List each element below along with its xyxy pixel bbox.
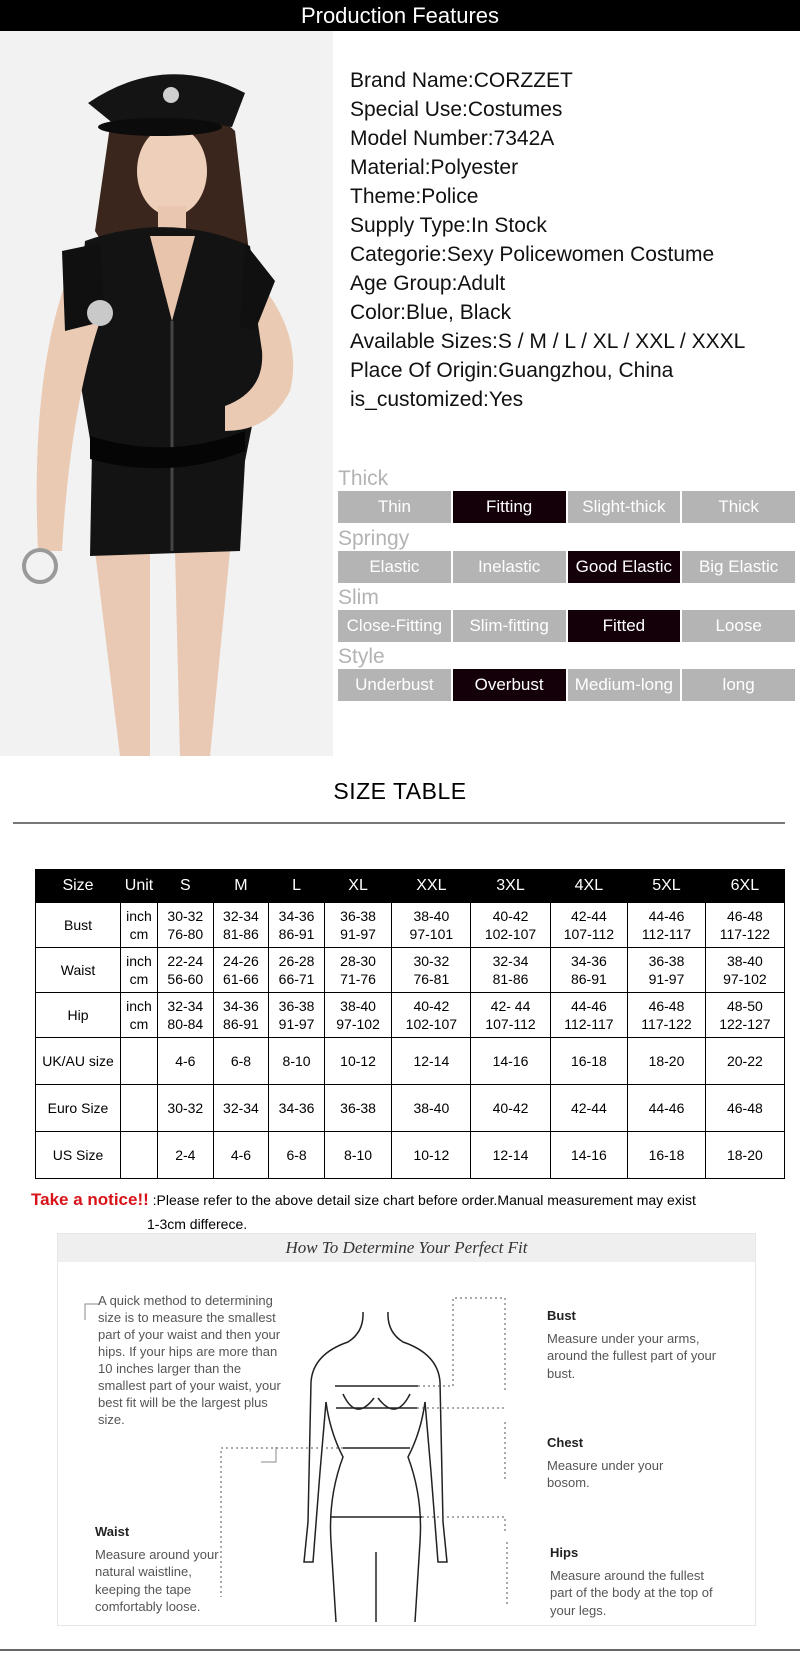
size-value: 97-102 [336,1016,380,1032]
fit-waist-text: Measure around your natural waistline, keeping the tape comfortably loose. [95,1546,219,1614]
table-row [36,903,785,948]
option-underbust: Underbust [338,669,451,701]
size-cell [269,1085,325,1132]
size-value: 16-18 [648,1147,685,1163]
size-value: 28-30 [340,953,376,969]
size-cell [550,1085,628,1132]
feature-supply-type: Supply Type:In Stock [350,214,547,237]
notice-text-continued: 1-3cm differece. [147,1216,248,1232]
size-cell [158,1085,214,1132]
fit-chest-text: Measure under your bosom. [547,1457,664,1490]
size-value: 102-107 [405,1016,458,1032]
size-value: 44-46 [648,908,685,924]
size-value: 81-86 [223,926,259,942]
size-value: 36-38 [278,998,315,1014]
row-label: Hip [36,993,121,1038]
option-good-elastic: Good Elastic [568,551,681,583]
unit-cell [121,993,158,1038]
attribute-title: Thick [338,467,389,490]
size-value: 42- 44 [490,998,531,1014]
size-cell [628,1132,706,1179]
size-value: 107-112 [563,926,615,942]
size-value: 91-97 [648,971,685,987]
size-value: 48-50 [726,998,763,1014]
size-cell [269,948,325,993]
table-row [36,993,785,1038]
size-cell [628,1038,706,1085]
header-cell: M [213,870,269,903]
size-cell [213,903,269,948]
size-cell [324,993,391,1038]
size-value: 32-34 [167,998,204,1014]
size-cell [324,1085,391,1132]
unit-value: inch [126,953,152,969]
attribute-title: Slim [338,586,379,609]
size-cell [392,1132,471,1179]
feature-category: Categorie:Sexy Policewomen Costume [350,243,715,266]
size-cell [269,1038,325,1085]
size-cell [392,1038,471,1085]
section-header: Production Features [0,0,800,31]
row-label: Waist [36,948,121,993]
fit-bust-note [547,1307,717,1382]
unit-value: cm [129,926,149,942]
size-cell [705,993,784,1038]
feature-age-group: Age Group:Adult [350,272,506,295]
size-value: 32-34 [223,1100,259,1116]
size-value: 117-122 [719,926,771,942]
size-value: 81-86 [492,971,529,987]
size-value: 86-91 [223,1016,259,1032]
size-value: 80-84 [167,1016,204,1032]
size-value: 76-80 [167,926,204,942]
size-value: 34-36 [223,998,259,1014]
size-value: 24-26 [223,953,259,969]
size-value: 56-60 [167,971,204,987]
unit-cell [121,1085,158,1132]
size-value: 112-117 [641,926,692,942]
fit-bust-title: Bust [547,1308,576,1323]
size-cell [471,1038,550,1085]
size-value: 40-42 [492,1100,529,1116]
size-cell [158,1038,214,1085]
size-cell [705,948,784,993]
size-value: 36-38 [340,1100,376,1116]
size-value: 6-8 [230,1053,252,1069]
size-value: 36-38 [648,953,685,969]
feature-model-number: Model Number:7342A [350,127,555,150]
size-cell [324,1132,391,1179]
size-value: 30-32 [413,953,450,969]
header-cell: Size [36,870,121,903]
size-value: 102-107 [484,926,537,942]
option-fitting: Fitting [453,491,566,523]
size-value: 42-44 [570,1100,607,1116]
feature-available-sizes: Available Sizes:S / M / L / XL / XXL / XXXL [350,330,746,353]
size-value: 38-40 [413,1100,450,1116]
fit-chest-note [547,1434,677,1492]
fit-waist-note [95,1523,230,1616]
feature-material: Material:Polyester [350,156,519,179]
size-value: 36-38 [340,908,376,924]
fit-bust-text: Measure under your arms, around the fullest part of your bust. [547,1330,717,1381]
unit-value: inch [126,908,152,924]
size-value: 6-8 [286,1147,307,1163]
size-cell [471,1085,550,1132]
feature-is-customized: is_customized:Yes [350,388,524,411]
size-notice [31,1188,751,1236]
unit-value: inch [126,998,152,1014]
row-label: UK/AU size [36,1038,121,1085]
option-close-fitting: Close-Fitting [338,610,451,642]
size-value: 38-40 [340,998,376,1014]
size-cell [269,993,325,1038]
header-cell: 4XL [550,870,628,903]
size-value: 16-18 [570,1053,607,1069]
size-cell [705,1038,784,1085]
size-value: 18-20 [726,1147,763,1163]
size-value: 61-66 [223,971,259,987]
size-value: 97-101 [409,926,454,942]
size-value: 46-48 [726,908,763,924]
fit-hips-text: Measure around the fullest part of the body at the top of your legs. [550,1567,713,1618]
size-cell [628,993,706,1038]
size-cell [269,1132,325,1179]
feature-special-use: Special Use:Costumes [350,98,563,121]
size-cell [628,948,706,993]
size-value: 91-97 [278,1016,315,1032]
attribute-style [338,644,795,701]
size-cell [705,1132,784,1179]
fit-guide [57,1233,756,1626]
size-value: 112-117 [564,1016,614,1032]
attribute-title: Springy [338,527,410,550]
size-cell [550,1132,628,1179]
notice-label: Take a notice!! [31,1190,149,1209]
header-cell: XXL [392,870,471,903]
size-cell [471,1132,550,1179]
size-value: 14-16 [570,1147,607,1163]
fit-waist-title: Waist [95,1524,130,1539]
feature-color: Color:Blue, Black [350,301,512,324]
header-cell: 6XL [705,870,784,903]
unit-cell [121,948,158,993]
table-row [36,948,785,993]
size-value: 4-6 [230,1147,252,1163]
size-table [35,869,785,1179]
size-value: 34-36 [278,1100,315,1116]
size-value: 8-10 [282,1053,311,1069]
size-table-header-row [36,870,785,903]
size-cell [471,903,550,948]
option-loose: Loose [682,610,795,642]
size-value: 30-32 [167,1100,204,1116]
size-value: 8-10 [344,1147,373,1163]
size-value: 10-12 [340,1053,376,1069]
size-cell [213,993,269,1038]
size-value: 14-16 [492,1053,529,1069]
unit-cell [121,903,158,948]
feature-list [350,66,800,414]
size-value: 46-48 [648,998,685,1014]
size-cell [392,903,471,948]
size-value: 122-127 [719,1016,771,1032]
unit-cell [121,1038,158,1085]
table-row [36,1085,785,1132]
size-cell [213,1085,269,1132]
fit-tip: A quick method to determining size is to measure the smallest part of your waist and then your hips. If your hips are more than 10 inches larger than the smallest part of your waist, your best fit will be the largest plus size. [98,1293,281,1427]
size-cell [158,1132,214,1179]
header-cell: Unit [121,870,158,903]
row-label: US Size [36,1132,121,1179]
fit-chest-title: Chest [547,1435,584,1450]
size-cell [628,903,706,948]
size-cell [324,903,391,948]
size-value: 12-14 [413,1053,450,1069]
fit-hips-note [550,1544,720,1619]
size-value: 44-46 [570,998,607,1014]
size-value: 38-40 [726,953,763,969]
size-cell [392,1085,471,1132]
table-row [36,1132,785,1179]
size-value: 97-102 [723,971,767,987]
attribute-slim [338,585,795,642]
size-cell [324,1038,391,1085]
size-value: 44-46 [648,1100,685,1116]
unit-cell [121,1132,158,1179]
size-value: 30-32 [167,908,204,924]
size-cell [392,993,471,1038]
size-cell [550,993,628,1038]
divider [0,1649,800,1651]
row-label: Euro Size [36,1085,121,1132]
header-cell: 3XL [471,870,550,903]
product-photo [0,31,333,756]
unit-value: cm [129,971,149,987]
size-value: 20-22 [726,1053,763,1069]
size-cell [213,948,269,993]
size-cell [471,948,550,993]
size-cell [158,903,214,948]
size-value: 10-12 [413,1147,450,1163]
size-cell [269,903,325,948]
option-big-elastic: Big Elastic [682,551,795,583]
size-cell [550,903,628,948]
unit-value: cm [129,1016,149,1032]
size-value: 86-91 [278,926,315,942]
size-cell [324,948,391,993]
attribute-springy [338,526,795,583]
size-cell [471,993,550,1038]
size-cell [705,1085,784,1132]
header-cell: S [158,870,214,903]
size-cell [705,903,784,948]
size-value: 32-34 [492,953,529,969]
size-value: 40-42 [413,998,450,1014]
size-cell [392,948,471,993]
divider [13,822,785,824]
option-elastic: Elastic [338,551,451,583]
feature-place-of-origin: Place Of Origin:Guangzhou, China [350,359,674,382]
size-value: 117-122 [641,1016,692,1032]
table-row [36,1038,785,1085]
size-table-title: SIZE TABLE [333,778,467,804]
size-value: 66-71 [278,971,315,987]
size-value: 22-24 [167,953,204,969]
option-thin: Thin [338,491,451,523]
feature-brand-name: Brand Name:CORZZET [350,69,573,92]
fit-hips-title: Hips [550,1545,579,1560]
option-overbust: Overbust [453,669,566,701]
option-long: long [682,669,795,701]
option-inelastic: Inelastic [453,551,566,583]
size-value: 91-97 [340,926,376,942]
feature-theme: Theme:Police [350,185,479,208]
option-fitted: Fitted [568,610,681,642]
fit-guide-title: How To Determine Your Perfect Fit [58,1234,755,1262]
size-value: 71-76 [340,971,376,987]
size-cell [158,993,214,1038]
size-cell [628,1085,706,1132]
size-value: 86-91 [570,971,607,987]
size-value: 2-4 [175,1147,196,1163]
size-value: 18-20 [648,1053,685,1069]
header-cell: L [269,870,325,903]
option-medium-long: Medium-long [568,669,681,701]
option-slight-thick: Slight-thick [568,491,681,523]
size-cell [550,948,628,993]
size-value: 26-28 [278,953,315,969]
size-cell [158,948,214,993]
size-value: 38-40 [413,908,450,924]
size-value: 4-6 [175,1053,196,1069]
size-cell [213,1132,269,1179]
option-slim-fitting: Slim-fitting [453,610,566,642]
header-cell: XL [324,870,391,903]
option-thick: Thick [682,491,795,523]
size-value: 107-112 [485,1016,536,1032]
notice-text: :Please refer to the above detail size chart before order.Manual measurement may exist [152,1192,696,1208]
header-cell: 5XL [628,870,706,903]
attribute-title: Style [338,645,385,668]
size-cell [550,1038,628,1085]
attribute-thick [338,466,795,523]
size-value: 40-42 [492,908,529,924]
size-value: 12-14 [492,1147,529,1163]
size-cell [213,1038,269,1085]
size-value: 76-81 [413,971,450,987]
size-value: 42-44 [570,908,607,924]
size-value: 32-34 [223,908,259,924]
size-value: 46-48 [726,1100,763,1116]
size-value: 34-36 [570,953,607,969]
row-label: Bust [36,903,121,948]
size-value: 34-36 [278,908,315,924]
